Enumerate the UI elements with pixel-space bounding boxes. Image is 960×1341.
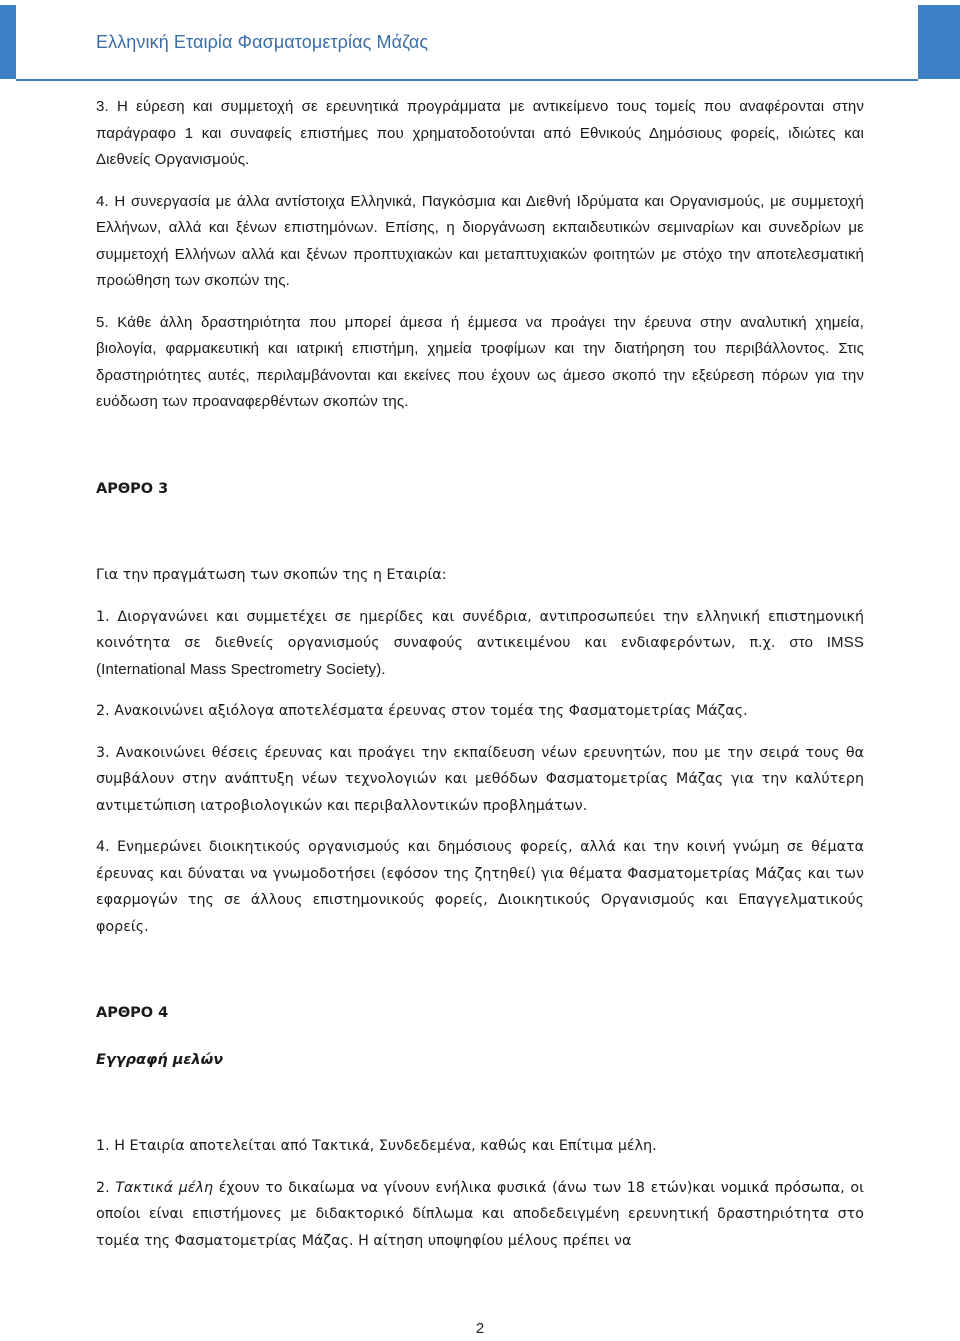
document-body [96, 94, 864, 1254]
paragraph-4-part-1: 4. Η συνεργασία με άλλα αντίστοιχα Ελληνικά, Παγκόσμια και Διεθνή Ιδρύματα και Οργανισμούς, με συμμετοχή Ελλήνων, αλλά και ξένων επιστημόνων. [96, 192, 864, 236]
article-4-item-2-emphasis: Τακτικά μέλη [115, 1179, 214, 1196]
paragraph-4 [96, 189, 864, 295]
article-4-subheading: Εγγραφή μελών [96, 1051, 224, 1068]
article-3-item-1-imss: στο IMSS (International Mass Spectrometry Society). [96, 634, 865, 678]
article-3-intro: Για την πραγμάτωση των σκοπών της η Εταιρία: [96, 567, 447, 583]
paragraph-5-part-1: 5. Κάθε άλλη δραστηριότητα που μπορεί άμεσα ή έμμεσα να προάγει την έρευνα στην αναλυτική χημεία, βιολογία, φαρμακευτική και ιατρική επιστήμη, χημεία τροφίμων και την διατήρηση του περιβάλλοντος. [96, 313, 864, 357]
article-3-item-1-text: 1. Διοργανώνει και συμμετέχει σε ημερίδες και συνέδρια, αντιπροσωπεύει την ελληνική επιστημονική κοινότητα σε διεθνείς οργανισμούς συναφούς αντικειμένου και ενδιαφερόντων, π.χ. [96, 608, 864, 651]
article-4-item-2-text: έχουν το δικαίωμα να γίνουν ενήλικα φυσικά (άνω των 18 ετών)και νομικά πρόσωπα, οι οποίοι είναι επιστήμονες με διδακτορικό δίπλωμα και αποδεδειγμένη ερευνητική δραστηριότητα στο τομέα της Φασματομετρίας Μάζας. Η αίτηση υποψηφίου μέλους πρέπει να [96, 1179, 864, 1249]
paragraph-5-part-2: Στις δραστηριότητες αυτές, περιλαμβάνονται και εκείνες που έχουν ως άμεσο σκοπό την εξεύρεση πόρων για την ευόδωση των προαναφερθέντων σκοπών της. [96, 340, 864, 410]
article-3-item-4: 4. Ενημερώνει διοικητικούς οργανισμούς και δημόσιους φορείς, αλλά και την κοινή γνώμη σε θέματα έρευνας και δύναται να γνωμοδοτήσει (εφόσον της ζητηθεί) για θέματα Φασματομετρίας Μάζας και των εφαρμογών της σε άλλους επιστημονικούς φορείς, Διοικητικούς Οργανισμούς και Επαγγελματικούς φορείς. [96, 839, 864, 935]
article-4-item-2 [96, 1175, 864, 1255]
header-title: Ελληνική Εταιρία Φασματομετρίας Μάζας [96, 32, 429, 52]
page-number: 2 [475, 1320, 485, 1337]
article-3-item-1 [96, 604, 864, 684]
paragraph-3: 3. Η εύρεση και συμμετοχή σε ερευνητικά προγράμματα με αντικείμενο τους τομείς που αναφέρονται στην παράγραφο 1 και συναφείς επιστήμες που χρηματοδοτούνται από Εθνικούς Δημόσιους φορείς, ιδιώτες και Διεθνείς Οργανισμούς. [96, 98, 864, 168]
header-right-accent [918, 5, 960, 79]
article-4-heading: ΑΡΘΡΟ 4 [96, 1005, 169, 1021]
header-left-accent [0, 5, 16, 79]
paragraph-4-part-2: Επίσης, η διοργάνωση εκπαιδευτικών σεμιναρίων και συνεδρίων με συμμετοχή Ελλήνων αλλά και ξένων προπτυχιακών και μεταπτυχιακών φοιτητών με στόχο την αποτελεσματική προώθηση των σκοπών της. [96, 219, 864, 289]
paragraph-5 [96, 310, 864, 416]
article-4-item-2-prefix: 2. [96, 1179, 116, 1196]
article-3-item-2: 2. Ανακοινώνει αξιόλογα αποτελέσματα έρευνας στον τομέα της Φασματομετρίας Μάζας. [96, 703, 748, 719]
article-3-item-3: 3. Ανακοινώνει θέσεις έρευνας και προάγει την εκπαίδευση νέων ερευνητών, που με την σειρά τους θα συμβάλουν στην ανάπτυξη νέων τεχνολογιών και μεθόδων Φασματομετρίας Μάζας για την καλύτερη αντιμετώπιση ιατροβιολογικών και περιβαλλοντικών προβλημάτων. [96, 744, 864, 814]
article-3-heading: ΑΡΘΡΟ 3 [96, 480, 169, 497]
article-4-item-1: 1. Η Εταιρία αποτελείται από Τακτικά, Συνδεδεμένα, καθώς και Επίτιμα μέλη. [96, 1138, 657, 1154]
